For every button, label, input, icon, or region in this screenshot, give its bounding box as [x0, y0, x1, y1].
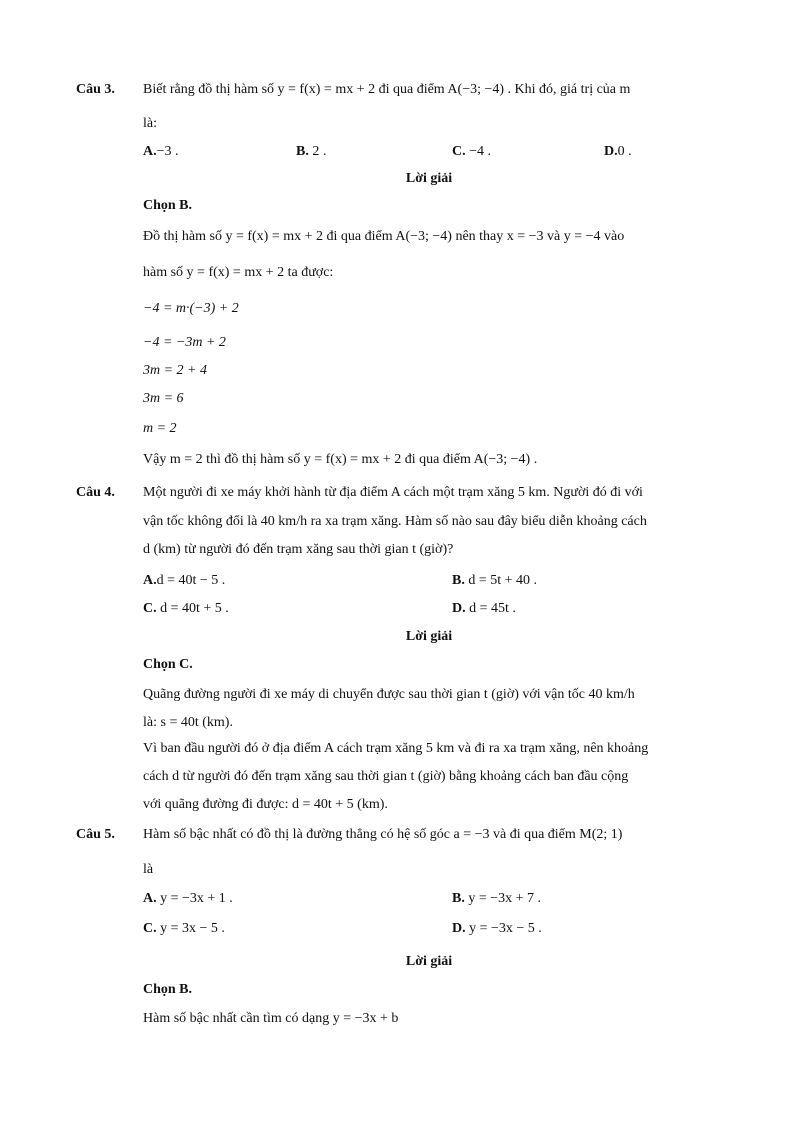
option-a: A.−3 .: [143, 144, 179, 159]
solution-step: 3m = 2 + 4: [143, 363, 208, 378]
option-d: D. y = −3x − 5 .: [452, 921, 542, 936]
option-a: A.d = 40t − 5 .: [143, 573, 226, 588]
question-number: Câu 4.: [76, 485, 115, 500]
question-stem-line: vận tốc không đổi là 40 km/h ra xa trạm xăng. Hàm số nào sau đây biểu diễn khoảng cách: [143, 514, 647, 529]
question-stem-line: Biết rằng đồ thị hàm số y = f(x) = mx + 2 đi qua điểm A(−3; −4) . Khi đó, giá trị của m: [143, 82, 631, 97]
solution-line: Đồ thị hàm số y = f(x) = mx + 2 đi qua điểm A(−3; −4) nên thay x = −3 và y = −4 vào: [143, 229, 625, 244]
question-stem-line: là: [143, 862, 154, 877]
solution-line: cách d từ người đó đến trạm xăng sau thời gian t (giờ) bằng khoảng cách ban đầu cộng: [143, 769, 629, 784]
answer-choice: Chọn B.: [143, 198, 193, 213]
solution-line: là: s = 40t (km).: [143, 715, 233, 730]
option-c: C. d = 40t + 5 .: [143, 601, 229, 616]
solution-step: 3m = 6: [143, 391, 184, 406]
solution-line: hàm số y = f(x) = mx + 2 ta được:: [143, 265, 334, 280]
solution-line: với quãng đường đi được: d = 40t + 5 (km).: [143, 797, 388, 812]
question-stem-line: d (km) từ người đó đến trạm xăng sau thời gian t (giờ)?: [143, 542, 454, 557]
solution-step: −4 = m·(−3) + 2: [143, 301, 239, 316]
option-c: C. y = 3x − 5 .: [143, 921, 225, 936]
question-stem-line: là:: [143, 116, 157, 131]
question-stem-line: Một người đi xe máy khởi hành từ địa điểm A cách một trạm xăng 5 km. Người đó đi với: [143, 485, 643, 500]
solution-line: Quãng đường người đi xe máy di chuyển được sau thời gian t (giờ) với vận tốc 40 km/h: [143, 687, 635, 702]
solution-step: −4 = −3m + 2: [143, 335, 226, 350]
option-c: C. −4 .: [452, 144, 492, 159]
solution-title: Lời giải: [405, 629, 453, 644]
question-stem-line: Hàm số bậc nhất có đồ thị là đường thẳng có hệ số góc a = −3 và đi qua điểm M(2; 1): [143, 827, 623, 842]
option-a: A. y = −3x + 1 .: [143, 891, 233, 906]
answer-choice: Chọn B.: [143, 982, 193, 997]
solution-line: Vì ban đầu người đó ở địa điểm A cách trạm xăng 5 km và đi ra xa trạm xăng, nên khoảng: [143, 741, 649, 756]
option-d: D. d = 45t .: [452, 601, 516, 616]
answer-choice: Chọn C.: [143, 657, 193, 672]
solution-line: Hàm số bậc nhất cần tìm có dạng y = −3x + b: [143, 1011, 399, 1026]
solution-step: m = 2: [143, 421, 177, 436]
solution-title: Lời giải: [405, 171, 453, 186]
option-b: B. d = 5t + 40 .: [452, 573, 538, 588]
solution-conclusion: Vậy m = 2 thì đồ thị hàm số y = f(x) = mx + 2 đi qua điểm A(−3; −4) .: [143, 452, 538, 467]
option-b: B. y = −3x + 7 .: [452, 891, 542, 906]
question-number: Câu 5.: [76, 827, 115, 842]
question-number: Câu 3.: [76, 82, 115, 97]
option-b: B. 2 .: [296, 144, 327, 159]
solution-title: Lời giải: [405, 954, 453, 969]
option-d: D.0 .: [604, 144, 632, 159]
